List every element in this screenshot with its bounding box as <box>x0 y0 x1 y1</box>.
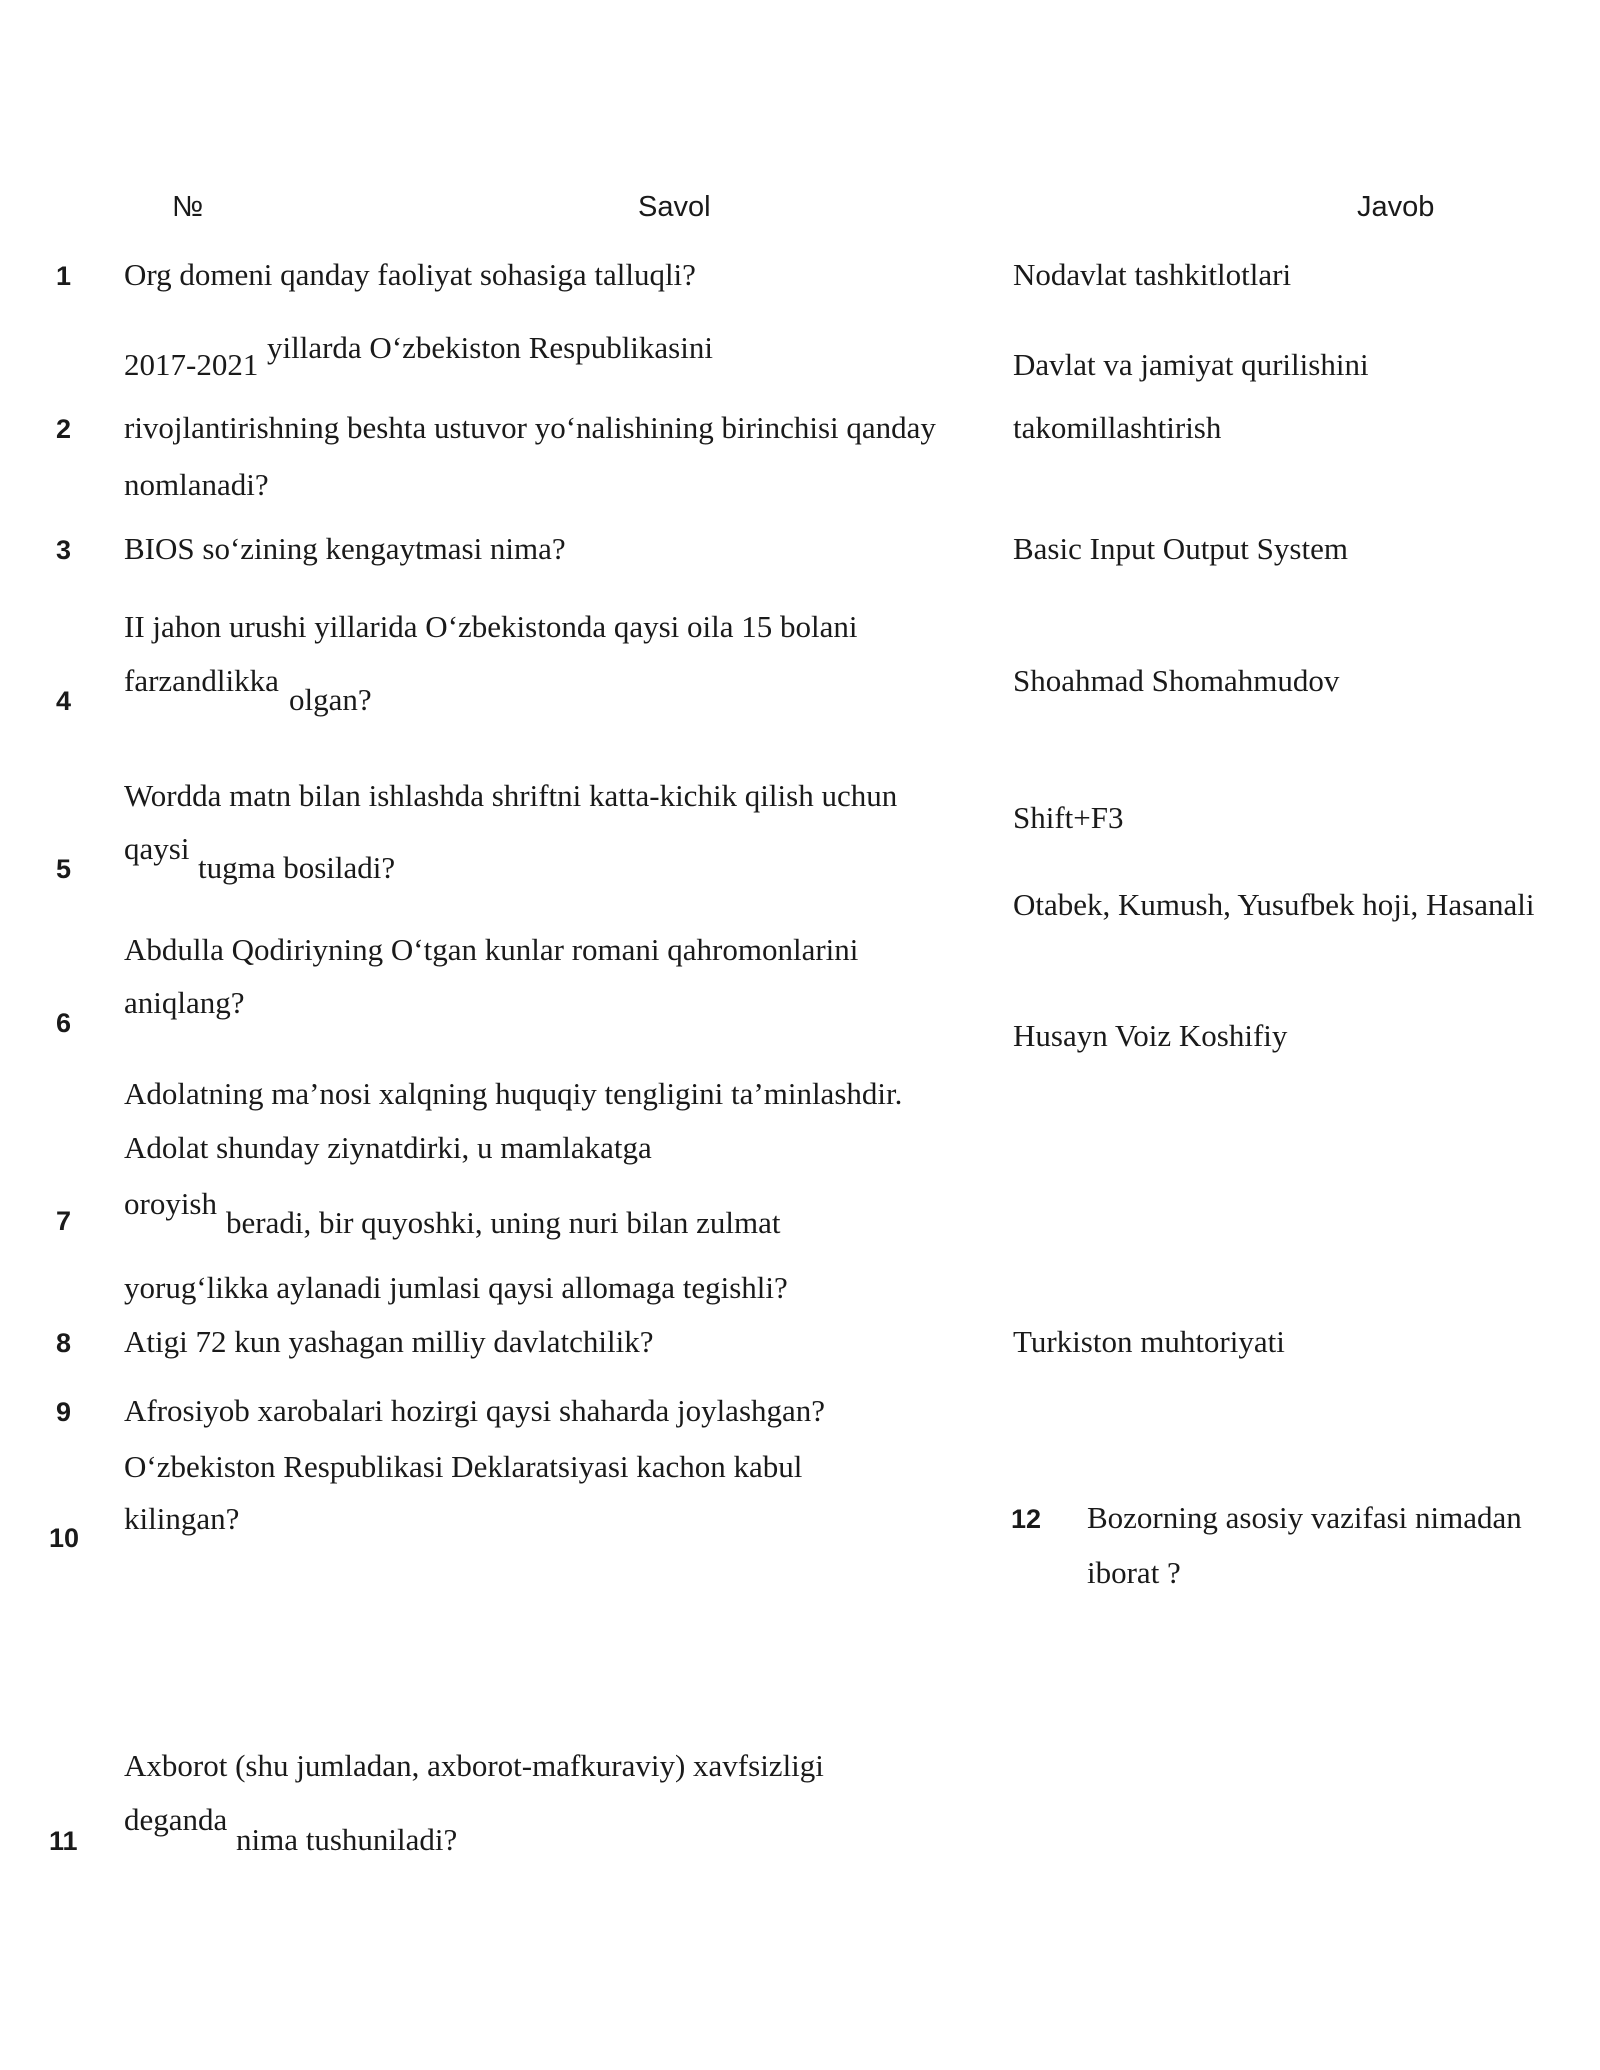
question-text: Bozorning asosiy vazifasi nimadan <box>1087 1500 1522 1535</box>
question-text: Adolatning ma’nosi xalqning huquqiy tengligini ta’minlashdir. <box>124 1076 903 1111</box>
row-number: 9 <box>56 1397 72 1427</box>
answer-text: Nodavlat tashkitlotlari <box>1013 257 1292 292</box>
answer-text: takomillashtirish <box>1013 410 1222 445</box>
row-number: 11 <box>49 1826 78 1856</box>
question-text: qaysi <box>124 831 190 866</box>
question-text: Axborot (shu jumladan, axborot-mafkuraviy) xavfsizligi <box>124 1748 824 1783</box>
row-number: 4 <box>56 686 72 716</box>
answer-text: Shoahmad Shomahmudov <box>1013 663 1340 698</box>
answer-text: Turkiston muhtoriyati <box>1013 1324 1285 1359</box>
question-text: O‘zbekiston Respublikasi Deklaratsiyasi kachon kabul <box>124 1449 803 1484</box>
question-text: rivojlantirishning beshta ustuvor yo‘nalishining birinchisi qanday <box>124 410 936 445</box>
answer-text: Davlat va jamiyat qurilishini <box>1013 347 1369 382</box>
row-number: 6 <box>56 1008 72 1038</box>
row-number: 5 <box>56 854 72 884</box>
question-text: Wordda matn bilan ishlashda shriftni katta-kichik qilish uchun <box>124 778 898 813</box>
question-text: Abdulla Qodiriyning O‘tgan kunlar romani qahromonlarini <box>124 932 859 967</box>
header-answer: Javob <box>1357 191 1435 223</box>
row-number: 2 <box>56 414 72 444</box>
header-question: Savol <box>638 191 711 223</box>
question-text: kilingan? <box>124 1501 240 1536</box>
question-text: 2017-2021 <box>124 347 259 382</box>
question-text: oroyish <box>124 1186 217 1221</box>
answer-text: Husayn Voiz Koshifiy <box>1013 1018 1288 1053</box>
question-text: Adolat shunday ziynatdirki, u mamlakatga <box>124 1130 652 1165</box>
question-text: II jahon urushi yillarida O‘zbekistonda qaysi oila 15 bolani <box>124 609 858 644</box>
answer-text: Otabek, Kumush, Yusufbek hoji, Hasanali <box>1013 887 1535 922</box>
answer-text: Shift+F3 <box>1013 800 1124 835</box>
row-number: 3 <box>56 535 72 565</box>
row-number: 12 <box>1011 1504 1042 1534</box>
row-number: 10 <box>49 1523 80 1553</box>
question-text: yorug‘likka aylanadi jumlasi qaysi allomaga tegishli? <box>124 1270 788 1305</box>
question-text: olgan? <box>289 682 372 717</box>
question-text: aniqlang? <box>124 985 245 1020</box>
question-text: BIOS so‘zining kengaytmasi nima? <box>124 531 566 566</box>
question-text: beradi, bir quyoshki, uning nuri bilan zulmat <box>226 1205 781 1240</box>
question-text: yillarda O‘zbekiston Respublikasini <box>267 330 713 365</box>
question-text: Afrosiyob xarobalari hozirgi qaysi shaharda joylashgan? <box>124 1393 826 1428</box>
row-number: 1 <box>56 261 72 291</box>
question-text: iborat ? <box>1087 1555 1181 1590</box>
row-number: 7 <box>56 1206 72 1236</box>
header-number: № <box>172 191 204 223</box>
question-text: nima tushuniladi? <box>236 1822 458 1857</box>
question-text: Atigi 72 kun yashagan milliy davlatchilik? <box>124 1324 654 1359</box>
question-text: tugma bosiladi? <box>198 850 396 885</box>
question-text: nomlanadi? <box>124 467 269 502</box>
row-number: 8 <box>56 1328 72 1358</box>
question-text: deganda <box>124 1802 228 1837</box>
answer-text: Basic Input Output System <box>1013 531 1348 566</box>
question-text: Org domeni qanday faoliyat sohasiga talluqli? <box>124 257 696 292</box>
question-text: farzandlikka <box>124 663 279 698</box>
